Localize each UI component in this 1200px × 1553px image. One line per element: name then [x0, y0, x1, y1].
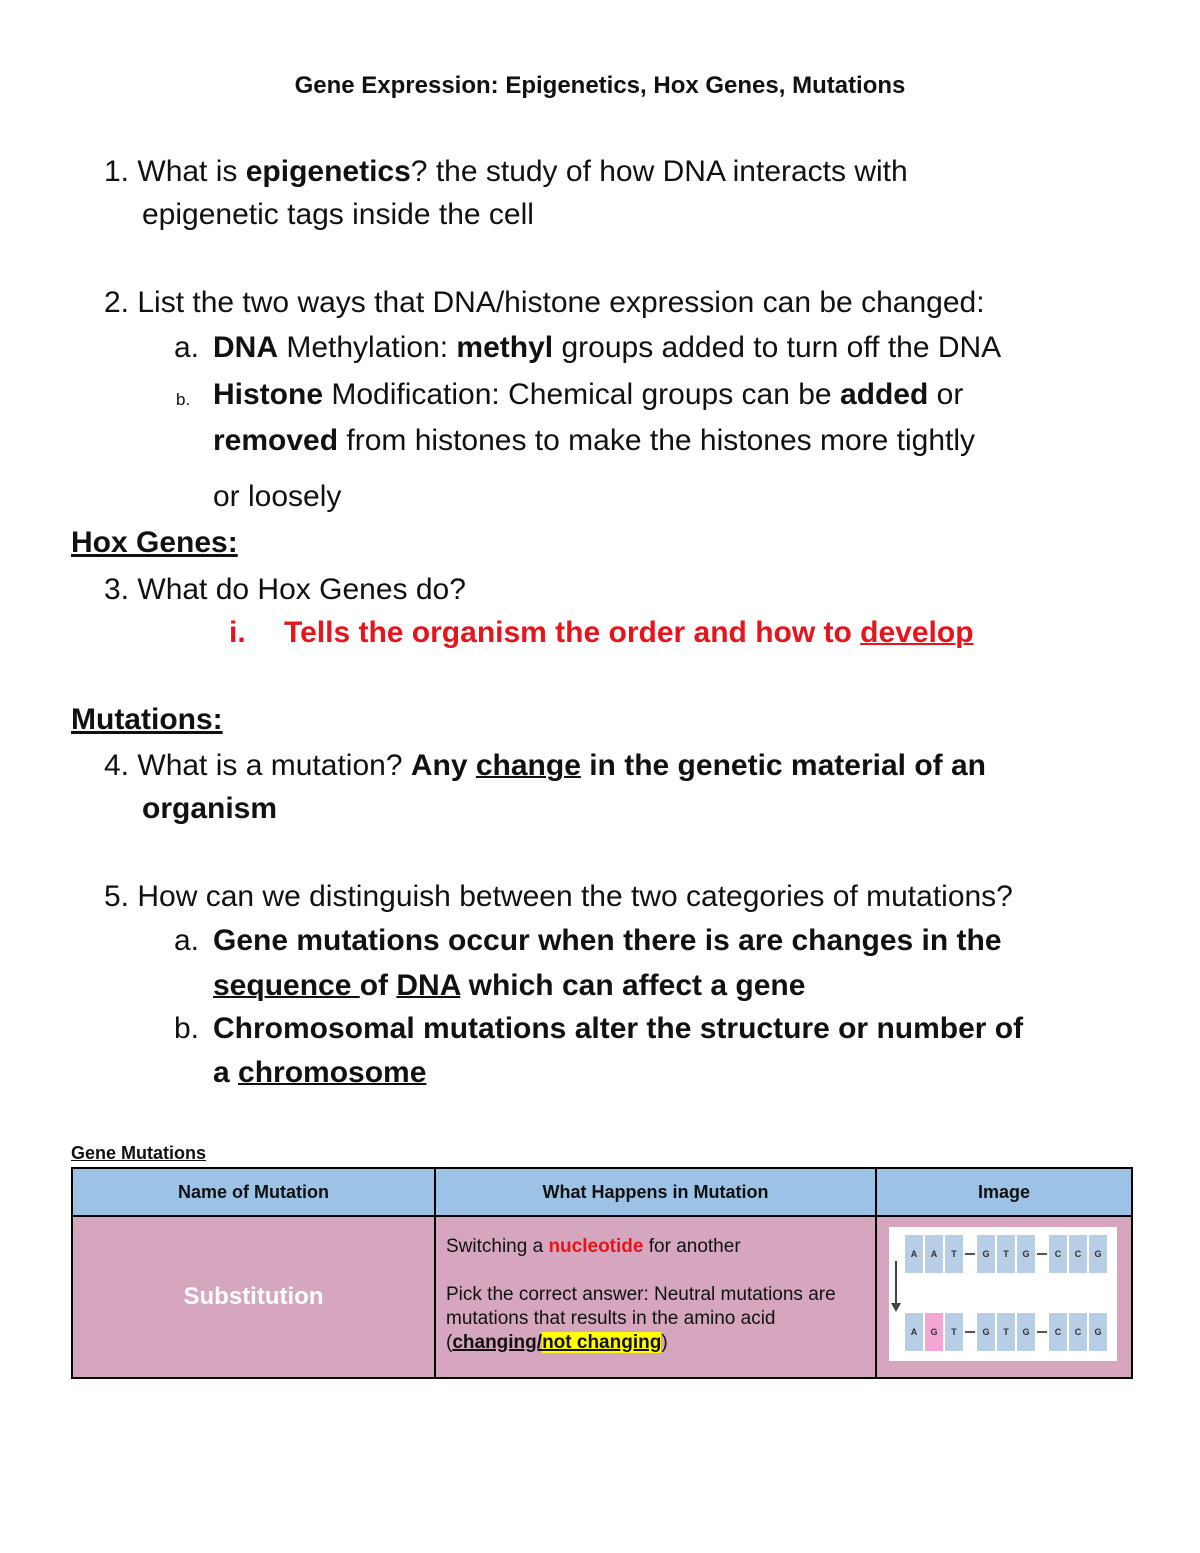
desc-post: for another	[643, 1236, 741, 1257]
original-dna-strand	[905, 1235, 1109, 1273]
q1-pre: What is	[137, 155, 246, 188]
q2-b-text2: or	[928, 378, 964, 411]
bond-dash	[965, 1253, 975, 1255]
q2-a-marker: a.	[174, 331, 200, 364]
header-image: Image	[876, 1168, 1132, 1216]
q2-b-bold2: added	[839, 378, 929, 411]
paren-open: (	[446, 1332, 453, 1353]
q5-number: 5.	[104, 880, 130, 913]
q5-b-underlined: chromosome	[238, 1056, 427, 1089]
nucleotide-base: T	[997, 1313, 1015, 1351]
bond-dash	[1037, 1253, 1047, 1255]
nucleotide-base: T	[997, 1235, 1015, 1273]
header-name-of-mutation: Name of Mutation	[72, 1168, 435, 1216]
q1-line2: epigenetic tags inside the cell	[142, 198, 534, 231]
q5-a-end: which can affect a gene	[460, 969, 806, 1002]
option-changing: changing/	[452, 1332, 543, 1353]
table-header-row	[72, 1168, 1132, 1216]
mutation-image-cell	[876, 1216, 1132, 1378]
nucleotide-base: C	[1049, 1313, 1067, 1351]
q1-post: ? the study of how DNA interacts with	[410, 155, 908, 188]
q2-b-line3: or loosely	[213, 480, 342, 513]
q2-b-line2	[213, 423, 975, 459]
q2-a-text1: Methylation:	[278, 331, 457, 364]
question-3	[104, 572, 466, 608]
mutations-heading: Mutations:	[71, 703, 223, 736]
nucleotide-base: G	[977, 1313, 995, 1351]
mutation-name-cell	[72, 1216, 435, 1378]
q4-bold1: Any	[410, 749, 476, 782]
q5-b-marker: b.	[174, 1012, 200, 1045]
bond-dash	[965, 1331, 975, 1333]
q5-b-line1: Chromosomal mutations alter the structure or number of	[213, 1012, 1024, 1045]
nucleotide-base: G	[1017, 1313, 1035, 1351]
q2-a-bold2: methyl	[456, 331, 554, 364]
q3-text: What do Hox Genes do?	[137, 573, 466, 606]
q2-b-marker: b.	[176, 390, 191, 409]
q5-a-underline2: DNA	[396, 969, 461, 1002]
q1-number: 1.	[104, 155, 130, 188]
header-what-happens: What Happens in Mutation	[435, 1168, 876, 1216]
nucleotide-base: C	[1049, 1235, 1067, 1273]
q1-term: epigenetics	[245, 155, 411, 188]
q5-b-line2	[213, 1055, 426, 1091]
q4-bold2: in the genetic material of an	[580, 749, 986, 782]
bond-dash	[1037, 1331, 1047, 1333]
nucleotide-base: G	[1089, 1313, 1107, 1351]
pick-text: Pick the correct answer: Neutral mutations are mutations that results in the amino acid	[446, 1284, 836, 1329]
nucleotide-base: T	[945, 1235, 963, 1273]
q5-a-underline1: sequence	[213, 969, 360, 1002]
nucleotide-base: A	[905, 1313, 923, 1351]
q5-a-marker: a.	[174, 924, 200, 957]
nucleotide-base: G	[925, 1313, 943, 1351]
q5-a-line2	[213, 968, 805, 1004]
q2-b-text3: from histones to make the histones more tightly	[338, 424, 976, 457]
nucleotide-base: C	[1069, 1313, 1087, 1351]
page-title: Gene Expression: Epigenetics, Hox Genes, Mutations	[294, 72, 906, 99]
q2-number: 2.	[104, 286, 130, 319]
nucleotide-base: A	[905, 1235, 923, 1273]
mutation-description	[446, 1235, 865, 1259]
q5-b-pre: a	[213, 1056, 239, 1089]
hox-answer-underlined: develop	[860, 616, 974, 649]
mutated-dna-strand	[905, 1313, 1109, 1351]
desc-pre: Switching a	[446, 1236, 549, 1257]
q2-b-text1: Modification: Chemical groups can be	[323, 378, 840, 411]
nucleotide-base: G	[977, 1235, 995, 1273]
q2-a-bold1: DNA	[213, 331, 278, 364]
question-4	[104, 748, 986, 784]
q3-number: 3.	[104, 573, 130, 606]
hox-answer-text: Tells the organism the order and how to	[284, 616, 861, 649]
nucleotide-base: A	[925, 1235, 943, 1273]
hox-heading: Hox Genes:	[71, 526, 238, 559]
nucleotide-base: T	[945, 1313, 963, 1351]
table-row	[72, 1216, 1132, 1378]
q2-text: List the two ways that DNA/histone expression can be changed:	[137, 286, 985, 319]
q4-number: 4.	[104, 749, 130, 782]
paren-close: )	[661, 1332, 668, 1353]
down-arrow-line	[895, 1261, 897, 1305]
gene-mutations-table	[71, 1167, 1133, 1379]
q5-a-mid: of	[359, 969, 397, 1002]
pick-answer-text	[446, 1283, 865, 1355]
nucleotide-base: G	[1089, 1235, 1107, 1273]
question-5	[104, 879, 1013, 915]
q2-a-text2: groups added to turn off the DNA	[553, 331, 1002, 364]
desc-nucleotide: nucleotide	[548, 1236, 644, 1257]
q4-line2: organism	[142, 792, 278, 825]
nucleotide-base: G	[1017, 1235, 1035, 1273]
q5-a-line1: Gene mutations occur when there is are changes in the	[213, 924, 1002, 957]
q4-underlined: change	[475, 749, 581, 782]
q5-text: How can we distinguish between the two categories of mutations?	[137, 880, 1013, 913]
mutation-name: Substitution	[183, 1283, 324, 1310]
q2-b-bold3: removed	[213, 424, 339, 457]
substitution-diagram	[889, 1227, 1117, 1361]
hox-answer-marker: i.	[229, 616, 246, 649]
q4-text: What is a mutation?	[137, 749, 411, 782]
hox-answer	[284, 615, 974, 651]
question-2	[104, 285, 985, 321]
q2-b	[213, 377, 963, 413]
down-arrow-icon	[891, 1303, 901, 1312]
mutation-description-cell	[435, 1216, 876, 1378]
option-not-changing: not changing	[542, 1332, 662, 1353]
question-1	[104, 154, 908, 190]
nucleotide-base: C	[1069, 1235, 1087, 1273]
q2-b-bold1: Histone	[213, 378, 324, 411]
q2-a	[213, 330, 1001, 366]
table-caption: Gene Mutations	[71, 1143, 207, 1163]
